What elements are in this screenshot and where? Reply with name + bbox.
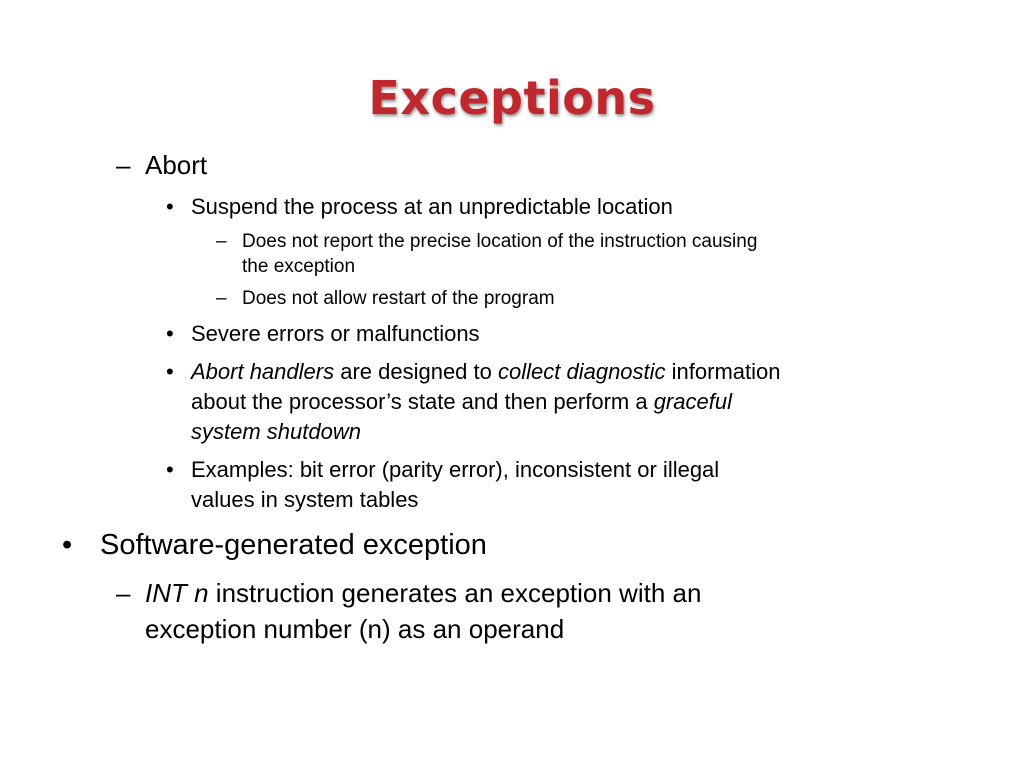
- collect-diagnostic-term: collect diagnostic: [498, 359, 666, 384]
- precise-location-line1: Does not report the precise location of the instruction causing: [242, 231, 758, 252]
- handlers-line1: [191, 357, 781, 387]
- abort-handlers-term: Abort handlers: [191, 359, 335, 384]
- int-line2: exception number (n) as an operand: [145, 614, 565, 644]
- no-restart-item: Does not allow restart of the program: [242, 288, 555, 309]
- system-shutdown-term: system shutdown: [191, 419, 361, 444]
- int-line1: [145, 576, 701, 610]
- handlers-line2: [191, 387, 732, 417]
- dash-marker: –: [216, 288, 227, 309]
- precise-location-line2: the exception: [242, 256, 356, 277]
- bullet-marker: •: [166, 457, 174, 482]
- handlers-line3: [191, 417, 361, 447]
- examples-line2: values in system tables: [191, 487, 419, 512]
- examples-line1: Examples: bit error (parity error), inconsistent or illegal: [191, 457, 720, 482]
- handlers-text: are designed to: [334, 359, 498, 384]
- handlers-text: information: [665, 359, 781, 384]
- slide-title: Exceptions: [368, 71, 656, 125]
- dash-marker: –: [116, 150, 131, 180]
- severe-item: Severe errors or malfunctions: [191, 321, 480, 346]
- bullet-marker: •: [62, 529, 73, 561]
- bullet-marker: •: [166, 321, 174, 346]
- dash-marker: –: [216, 231, 227, 252]
- graceful-term: graceful: [653, 389, 732, 414]
- handlers-text: about the processor’s state and then perform a: [191, 389, 654, 414]
- suspend-item: Suspend the process at an unpredictable location: [191, 194, 673, 219]
- bullet-marker: •: [166, 359, 174, 384]
- int-n-term: INT n: [145, 578, 209, 608]
- software-heading: Software-generated exception: [100, 529, 487, 561]
- abort-heading: Abort: [145, 150, 208, 180]
- bullet-marker: •: [166, 194, 174, 219]
- dash-marker: –: [116, 578, 131, 608]
- int-text: instruction generates an exception with an: [208, 578, 702, 608]
